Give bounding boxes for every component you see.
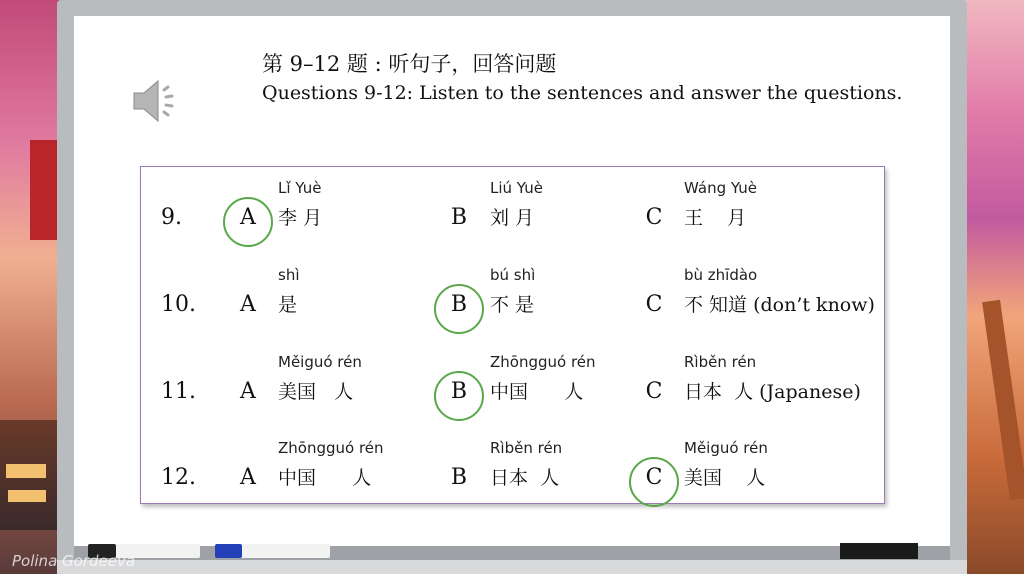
option-hanzi	[490, 463, 559, 490]
option-hanzi-text: 中国 人	[490, 381, 584, 403]
option-pinyin: bú shì	[490, 266, 536, 284]
question-number: 9.	[161, 205, 182, 230]
option-hanzi-text: 日本 人	[490, 467, 560, 489]
option-letter-b[interactable]: B	[450, 465, 468, 490]
option-pinyin: Lǐ Yuè	[278, 179, 322, 197]
option-letter-b[interactable]: B	[450, 292, 468, 317]
option-hanzi	[684, 377, 861, 404]
option-letter-a[interactable]: A	[240, 379, 256, 404]
blue-marker-cap-icon	[215, 544, 242, 558]
blue-marker-icon	[240, 544, 330, 558]
question-number: 10.	[161, 292, 196, 317]
option-pinyin: shì	[278, 266, 300, 284]
option-hanzi	[278, 377, 353, 404]
title-chinese: 第 9–12 题 : 听句子，回答问题	[262, 52, 557, 76]
option-pinyin: Měiguó rén	[278, 353, 362, 371]
option-hanzi	[278, 203, 322, 230]
option-letter-a[interactable]: A	[240, 205, 256, 230]
option-hanzi-text: 美国 人	[278, 381, 354, 403]
option-hanzi-text: 美国 人	[684, 467, 766, 489]
question-number: 12.	[161, 465, 196, 490]
option-pinyin: Rìběn rén	[490, 439, 563, 457]
watermark: Polina Gordeeva	[12, 552, 136, 570]
option-letter-a[interactable]: A	[240, 465, 256, 490]
option-letter-c[interactable]: C	[645, 205, 663, 230]
option-hanzi	[684, 290, 875, 317]
option-hanzi-text: 中国 人	[278, 467, 372, 489]
title-english: Questions 9-12: Listen to the sentences and answer the questions.	[262, 82, 903, 104]
option-hanzi	[684, 203, 746, 230]
option-letter-c[interactable]: C	[645, 465, 663, 490]
option-hanzi-text: 是	[278, 294, 298, 316]
whiteboard-tray-edge	[57, 560, 967, 574]
answer-circle	[629, 457, 679, 507]
question-box	[140, 166, 885, 504]
eraser-icon	[840, 543, 918, 559]
option-hanzi-text: 日本 人	[684, 381, 760, 403]
option-pinyin: Liú Yuè	[490, 179, 543, 197]
option-hanzi-text: 不 是	[490, 294, 535, 316]
option-letter-c[interactable]: C	[645, 292, 663, 317]
answer-circle	[223, 197, 273, 247]
option-hanzi	[490, 290, 534, 317]
option-gloss: (Japanese)	[759, 381, 861, 403]
background-house	[0, 420, 60, 530]
option-pinyin: Rìběn rén	[684, 353, 757, 371]
option-gloss: (don’t know)	[753, 294, 875, 316]
option-hanzi	[278, 290, 297, 317]
option-letter-b[interactable]: B	[450, 205, 468, 230]
option-letter-c[interactable]: C	[645, 379, 663, 404]
option-hanzi	[684, 463, 765, 490]
option-pinyin: bù zhīdào	[684, 266, 758, 284]
option-pinyin: Zhōngguó rén	[490, 353, 596, 371]
answer-circle	[434, 371, 484, 421]
option-pinyin: Měiguó rén	[684, 439, 768, 457]
option-letter-a[interactable]: A	[240, 292, 256, 317]
question-number: 11.	[161, 379, 196, 404]
option-hanzi-text: 刘 月	[490, 207, 535, 229]
option-hanzi	[278, 463, 371, 490]
whiteboard-tray	[74, 546, 950, 560]
option-hanzi-text: 不 知道	[684, 294, 754, 316]
option-letter-b[interactable]: B	[450, 379, 468, 404]
answer-circle	[434, 284, 484, 334]
option-pinyin: Zhōngguó rén	[278, 439, 384, 457]
speaker-icon[interactable]	[130, 76, 186, 126]
option-hanzi	[490, 377, 583, 404]
option-hanzi-text: 李 月	[278, 207, 323, 229]
option-hanzi-text: 王 月	[684, 207, 747, 229]
option-pinyin: Wáng Yuè	[684, 179, 758, 197]
option-hanzi	[490, 203, 534, 230]
background-lantern	[30, 140, 60, 240]
